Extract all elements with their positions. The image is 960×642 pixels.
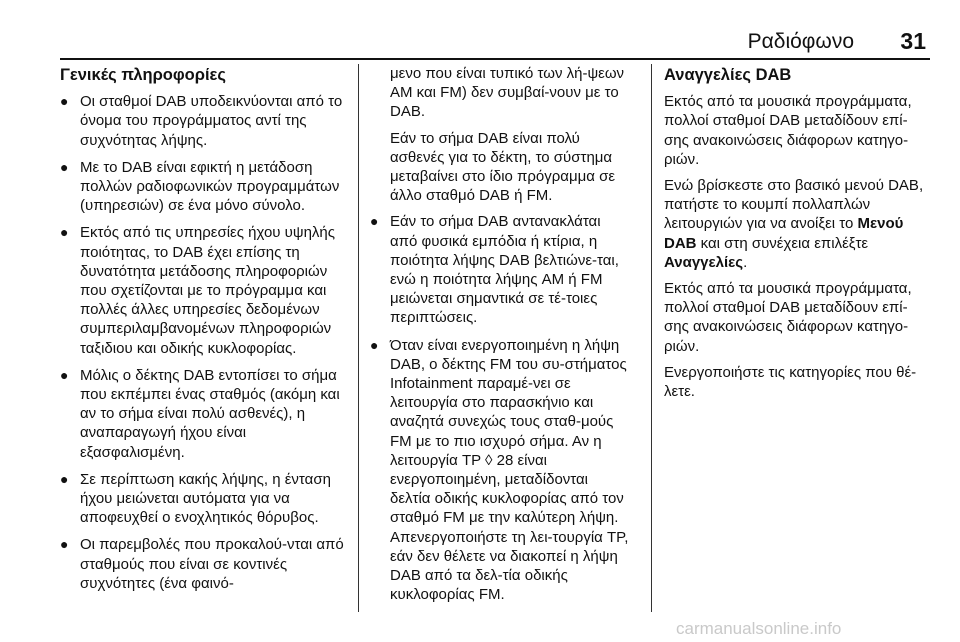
column-divider-right (651, 64, 652, 612)
list-item (60, 470, 350, 528)
column-divider-left (358, 64, 359, 612)
list-item (60, 92, 350, 150)
column-1 (60, 64, 350, 601)
bullet-icon: ● (60, 158, 69, 175)
bullet-icon: ● (370, 213, 379, 230)
page-number: 31 (900, 28, 926, 54)
column-3 (664, 64, 932, 408)
section-heading-general: Γενικές πληροφορίες (60, 66, 226, 84)
bullet-icon: ● (370, 336, 379, 353)
list-item-text: Οι παρεμβολές που προκαλού-νται από σταθμούς που είναι σε κοντινές συχνότητες (ένα φαινό- (80, 536, 344, 592)
bullet-icon: ● (60, 366, 69, 383)
list-item (60, 158, 350, 216)
list-item-text: Εκτός από τις υπηρεσίες ήχου υψηλής ποιότητας, το DAB έχει επίσης τη δυνατότητα μετάδοσης πληροφοριών που σχετίζονται με το πρόγραμμα και πολλές άλλες υπηρεσίες δεδομένων συμπεριλαμβανομένων πληροφοριών ταξιδιου και οδικής κυκλοφορίας. (80, 224, 335, 357)
general-info-list (60, 92, 350, 593)
page-title: Ραδιόφωνο (747, 30, 854, 53)
dab-reception-list (370, 212, 632, 604)
text-run: . (743, 253, 748, 271)
list-item-text: Μόλις ο δέκτης DAB εντοπίσει το σήμα που εκπέμπει ένας σταθμός (ακόμη και αν το σήμα είναι πολύ ασθενές), η αναπαραγωγή ήχου είναι εξασφαλισμένη. (80, 366, 340, 461)
menu-label-dab-menu: Μενού DAB (664, 215, 904, 252)
column-2 (370, 64, 632, 612)
bullet-icon: ● (60, 536, 69, 553)
list-item-text: Με το DAB είναι εφικτή η μετάδοση πολλών ραδιοφωνικών προγραμμάτων (υπηρεσιών) σε ένα μόνο σύνολο. (80, 158, 340, 215)
section-heading-announcements: Αναγγελίες DAB (664, 66, 792, 84)
paragraph-menu-instructions (664, 176, 932, 272)
list-item (370, 336, 632, 605)
list-item (60, 535, 350, 593)
watermark: carmanualsonline.info (676, 619, 842, 638)
list-item (370, 212, 632, 327)
text-run: και στη συνέχεια επιλέξτε (696, 234, 869, 252)
text-run: Ενώ βρίσκεστε στο βασικό μενού DAB, πατήστε το κουμπί πολλαπλών λειτουργιών για να ανοίξει το (664, 177, 924, 233)
bullet-icon: ● (60, 224, 69, 241)
list-item-text: Εάν το σήμα DAB αντανακλάται από φυσικά εμπόδια ή κτίρια, η ποιότητα λήψης DAB βελτιώνε-ται, ενώ η ποιότητα λήψης AM ή FM μειώνεται σημαντικά σε τέ-τοιες περιπτώσεις. (390, 213, 619, 327)
bullet-icon: ● (60, 93, 69, 110)
paragraph: Εκτός από τα μουσικά προγράμματα, πολλοί σταθμοί DAB μεταδίδουν επί-σης ανακοινώσεις διάφορων κατηγο-ριών. (664, 93, 912, 168)
continuation-text: μενο που είναι τυπικό των λή-ψεων AM και FM) δεν συμβαί-νουν με το DAB. (390, 65, 625, 121)
list-item-text: Σε περίπτωση κακής λήψης, η ένταση ήχου μειώνεται αυτόματα για να αποφευχθεί ο ενοχλητικός θόρυβος. (80, 470, 331, 527)
header-rule (60, 58, 930, 60)
indented-paragraph: Εάν το σήμα DAB είναι πολύ ασθενές για το δέκτη, το σύστημα μεταβαίνει στο ίδιο πρόγραμμα σε άλλο σταθμό DAB ή FM. (390, 129, 616, 205)
list-item-text: Όταν είναι ενεργοποιημένη η λήψη DAB, ο δέκτης FM του συ-στήματος Infotainment παραμέ-νει σε λειτουργία στο παρασκήνιο και αναζητά συνεχώς τους σταθ-μούς FM με το πιο ισχυρό σήμα. Αν η λειτουργία TP ◊ 28 είναι ενεργοποιημένη, μεταδίδονται δελτία οδικής κυκλοφορίας από τον σταθμό FM με την καλύτερη λήψη. Απενεργοποιήστε τη λει-τουργία TP, εάν δεν θέλετε να διακοπεί η λήψη DAB από τα δελ-τία οδικής κυκλοφορίας FM. (390, 336, 629, 604)
list-item-text: Οι σταθμοί DAB υποδεικνύονται από το όνομα του προγράμματος αντί της συχνότητας λήψης. (80, 93, 343, 149)
list-item (60, 366, 350, 462)
paragraph: Εκτός από τα μουσικά προγράμματα, πολλοί σταθμοί DAB μεταδίδουν επί-σης ανακοινώσεις διάφορων κατηγο-ριών. (664, 280, 912, 355)
page-header (60, 0, 930, 58)
bullet-icon: ● (60, 470, 69, 487)
paragraph: Ενεργοποιήστε τις κατηγορίες που θέ-λετε. (664, 363, 917, 401)
list-item (60, 223, 350, 357)
menu-label-announcements: Αναγγελίες (664, 253, 744, 271)
